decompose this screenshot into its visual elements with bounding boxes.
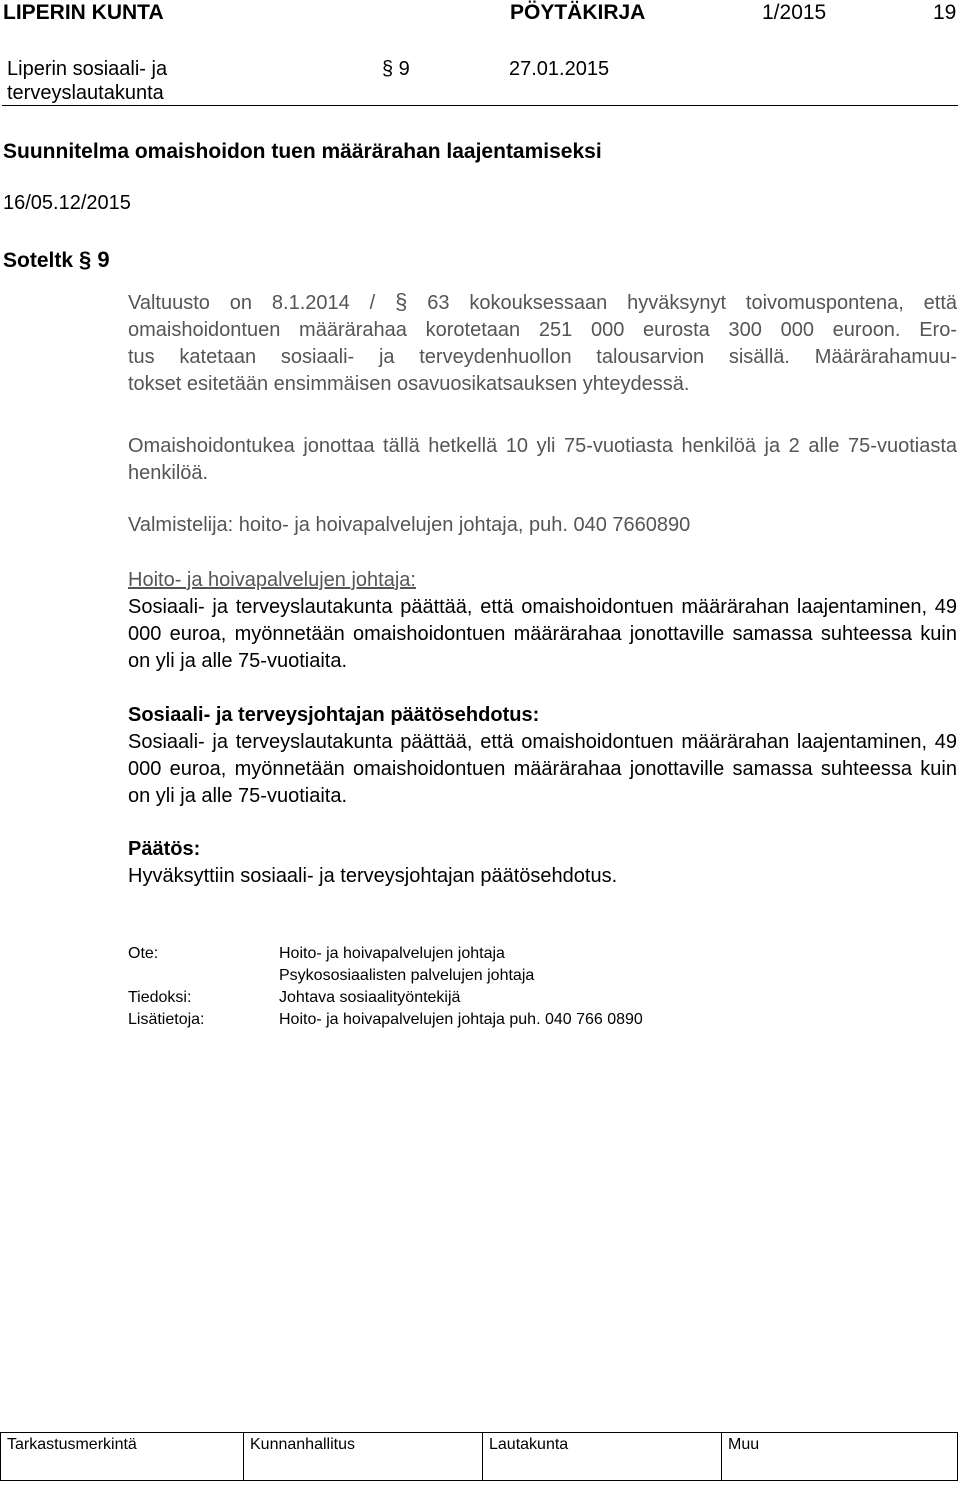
preparer-text: Valmistelija: hoito- ja hoivapalvelujen johtaja, puh. 040 7660890	[128, 514, 691, 536]
footer-cell-other: Muu	[728, 1436, 760, 1453]
distribution-key: Ote:	[128, 945, 159, 962]
section-paragraph-mark: § 9	[79, 247, 110, 272]
header-section-mark: § 9	[382, 58, 410, 80]
footer-cell-committee: Lautakunta	[483, 1433, 722, 1480]
footer-cell-municipal-board: Kunnanhallitus	[244, 1433, 483, 1480]
distribution-value: Johtava sosiaalityöntekijä	[279, 989, 461, 1006]
page-number: 19	[933, 1, 957, 24]
case-number: 16/05.12/2015	[3, 192, 131, 214]
preparer-paragraph	[128, 512, 957, 539]
section-label: Soteltk	[3, 249, 74, 272]
distribution-value: Hoito- ja hoivapalvelujen johtaja	[279, 945, 505, 962]
distribution-value: Hoito- ja hoivapalvelujen johtaja puh. 040 766 0890	[279, 1011, 643, 1028]
committee-name-line1: Liperin sosiaali- ja	[7, 58, 168, 80]
director-proposal-text: Sosiaali- ja terveyslautakunta päättää, että omaishoidontuen määrärahan laajentaminen, 49 000 euroa, myönnetään omaishoidontuen määrärahaa jonottaville samassa suhteessa kuin on yli ja alle 75-vuotiaita.	[128, 596, 957, 672]
director-proposal-heading: Hoito- ja hoivapalvelujen johtaja:	[128, 569, 416, 591]
social-director-proposal-heading: Sosiaali- ja terveysjohtajan päätösehdotus:	[128, 704, 540, 726]
intro-paragraph	[128, 288, 957, 398]
document-type: PÖYTÄKIRJA	[510, 1, 646, 24]
intro-line-1: Valtuusto on 8.1.2014 / § 63 kokouksessaan hyväksynyt toivomuspontena, että	[128, 289, 958, 314]
director-proposal	[128, 567, 957, 675]
footer-cell-review-mark: Tarkastusmerkintä	[1, 1433, 244, 1480]
intro-line-3: tus katetaan sosiaali- ja terveydenhuollon talousarvion sisällä. Määrärahamuu-	[128, 346, 957, 368]
waiting-list-paragraph	[128, 433, 957, 487]
distribution-key: Tiedoksi:	[128, 989, 192, 1006]
committee-name-line2: terveyslautakunta	[7, 82, 164, 104]
document-number: 1/2015	[762, 1, 827, 24]
organization-name: LIPERIN KUNTA	[3, 1, 164, 24]
meeting-date: 27.01.2015	[509, 58, 610, 80]
decision	[128, 836, 957, 890]
distribution-key: Lisätietoja:	[128, 1011, 205, 1028]
document-title: Suunnitelma omaishoidon tuen määrärahan laajentamiseksi	[3, 140, 602, 163]
social-director-proposal-text: Sosiaali- ja terveyslautakunta päättää, että omaishoidontuen määrärahan laajentaminen, 49 000 euroa, myönnetään omaishoidontuen määrärahaa jonottaville samassa suhteessa kuin on yli ja alle 75-vuotiaita.	[128, 731, 957, 807]
waiting-list-text: Omaishoidontukea jonottaa tällä hetkellä 10 yli 75-vuotiasta henkilöä ja 2 alle 75-vuotiasta henkilöä.	[128, 435, 957, 484]
decision-text: Hyväksyttiin sosiaali- ja terveysjohtajan päätösehdotus.	[128, 865, 618, 887]
section-heading	[3, 247, 110, 273]
distribution-value: Psykososiaalisten palvelujen johtaja	[279, 967, 535, 984]
footer-table	[0, 1432, 958, 1481]
social-director-proposal	[128, 702, 957, 810]
header-divider	[2, 105, 958, 106]
decision-heading: Päätös:	[128, 838, 201, 860]
intro-line-4: tokset esitetään ensimmäisen osavuosikatsauksen yhteydessä.	[128, 373, 690, 395]
intro-line-2: omaishoidontuen määrärahaa korotetaan 251 000 eurosta 300 000 euroon. Ero-	[128, 319, 957, 341]
